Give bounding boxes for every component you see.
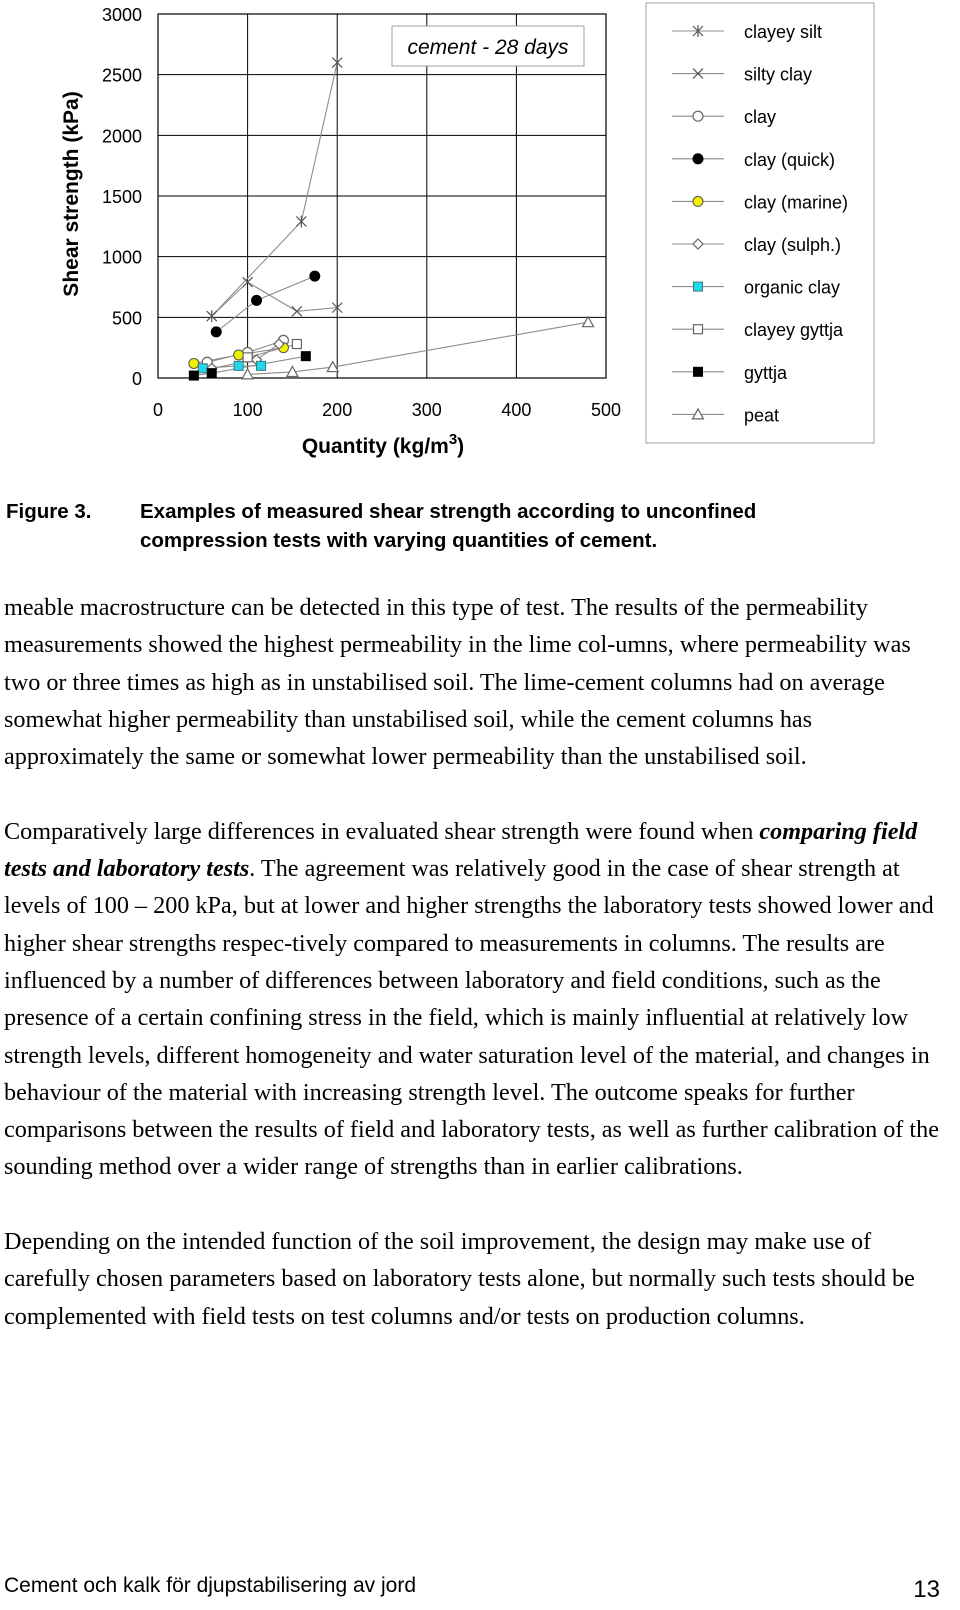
y-tick-label: 2500 (101, 65, 142, 86)
legend-label: organic clay (744, 277, 841, 298)
paragraph-2 (4, 813, 944, 1186)
data-point (243, 353, 252, 362)
y-tick-label: 3000 (101, 5, 142, 25)
data-point (234, 350, 244, 360)
y-axis-label: Shear strength (kPa) (60, 91, 83, 297)
x-tick-label: 500 (590, 400, 622, 420)
legend-label: gyttja (744, 362, 788, 383)
legend-label: clayey gyttja (744, 320, 844, 341)
x-axis-label-main: Quantity (kg/m (301, 435, 449, 458)
chart-tick-labels (102, 5, 621, 420)
x-axis-label-close: ) (457, 435, 465, 458)
annotation-text: cement - 28 days (407, 36, 569, 59)
legend-label: silty clay (744, 64, 813, 85)
chart-series-lines (194, 63, 588, 376)
legend-label: clay (sulph.) (744, 235, 842, 255)
footer-title: Cement och kalk för djupstabilisering av jord (4, 1574, 417, 1597)
x-tick-label: 400 (501, 400, 532, 420)
legend-label: clay (marine) (744, 192, 849, 213)
legend-marker (693, 111, 703, 121)
x-tick-label: 0 (152, 400, 164, 420)
data-point (310, 271, 320, 281)
legend-marker (694, 367, 703, 376)
data-point (292, 340, 301, 349)
figure-label: Figure 3. (6, 500, 92, 523)
paragraph-2-rest: . The agreement was relatively good in the case of shear strength at levels of 100 – 200 kPa, but at lower and higher strengths the laboratory tests showed lower and higher shear strengths respec-tively compared to measurements in columns. The results are influenced by a number of differences between laboratory and field conditions, such as the presence of a certain confining stress in the field, which is mainly influential at relatively low strength levels, different homogeneity and water saturation level of the material, and changes in behaviour of the material with increasing strength level. The outcome speaks for further comparisons between the results of field and laboratory tests, as well as further calibration of the sounding method over a wider range of strengths than in earlier calibrations. (4, 855, 939, 1181)
body-text (4, 589, 944, 1372)
paragraph-3: Depending on the intended function of the soil improvement, the design may make use of carefully chosen parameters based on laboratory tests alone, but normally such tests should be complemented with field tests on test columns and/or tests on production columns. (4, 1228, 915, 1330)
legend-marker (693, 154, 703, 164)
legend-label: peat (744, 405, 780, 426)
x-axis-label (302, 431, 464, 458)
x-axis-label-sup: 3 (448, 431, 458, 448)
data-point (296, 215, 306, 227)
y-tick-label: 500 (111, 308, 142, 329)
data-point (211, 327, 221, 337)
data-point (234, 361, 243, 370)
legend-label: clayey silt (744, 22, 823, 42)
data-point (257, 361, 266, 370)
data-point (332, 57, 342, 69)
page-number: 13 (913, 1576, 940, 1603)
series-line (212, 282, 337, 316)
paragraph-2-start: Comparatively large differences in evaluated shear strength were found when (4, 817, 760, 845)
x-tick-label: 300 (411, 400, 442, 420)
paragraph-2-emphasis: comparing field tests and laboratory tests (4, 817, 918, 883)
caption-line-1: Examples of measured shear strength according to unconfined (140, 500, 757, 523)
data-point (189, 371, 198, 380)
legend-marker (694, 325, 703, 334)
data-point (301, 352, 310, 361)
data-point (189, 358, 199, 368)
y-tick-label: 1500 (101, 187, 142, 207)
legend-label: clay (quick) (744, 149, 836, 170)
data-point (207, 369, 216, 378)
y-tick-label: 1000 (101, 247, 142, 268)
data-point (198, 364, 207, 373)
data-point (583, 317, 594, 327)
chart-grid (158, 14, 606, 378)
legend-marker (693, 196, 703, 206)
series-line (216, 276, 315, 332)
figure-caption-text (140, 497, 920, 555)
legend-marker (694, 282, 703, 291)
data-point (252, 295, 262, 305)
shear-strength-chart (0, 0, 960, 480)
x-tick-label: 100 (232, 400, 263, 420)
series-line (248, 344, 297, 357)
paragraph-1: meable macrostructure can be detected in this type of test. The results of the permeability measurements showed the highest permeability in the lime col-umns, where permeability was two or three times as high as in unstabilised soil. The lime-cement columns had on average somewhat higher permeability than unstabilised soil, while the cement columns has approximately the same or somewhat lower permeability than the unstabilised soil. (4, 594, 911, 771)
caption-line-2: compression tests with varying quantities of cement. (140, 529, 658, 552)
y-tick-label: 2000 (101, 126, 142, 147)
x-tick-label: 200 (322, 400, 353, 420)
y-tick-label: 0 (131, 369, 142, 389)
legend-label: clay (744, 107, 777, 128)
